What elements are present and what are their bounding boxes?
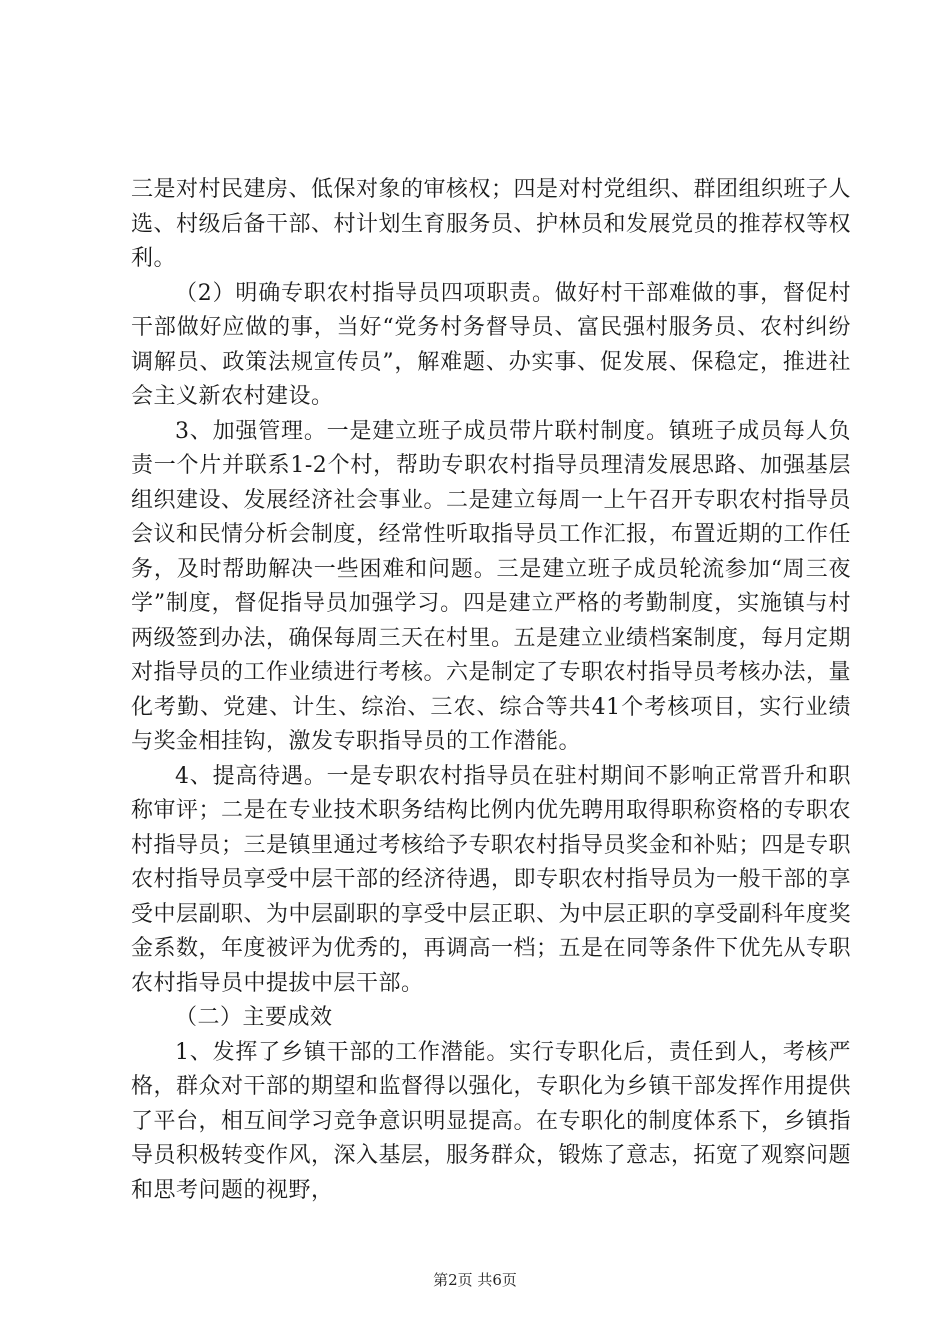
section-heading-results: （二）主要成效 — [175, 1005, 333, 1030]
paragraph-duties: （2）明确专职农村指导员四项职责。做好村干部难做的事，督促村干部做好应做的事，当好“党务村务督导员、富民强村服务员、农村纠纷调解员、政策法规宣传员”，解难题、办实事、促发展、保稳定，推进社会主义新农村建设。 — [131, 280, 851, 409]
paragraph-results: 1、发挥了乡镇干部的工作潜能。实行专职化后，责任到人，考核严格，群众对干部的期望和监督得以强化，专职化为乡镇干部发挥作用提供了平台，相互间学习竞争意识明显提高。在专职化的制度体系下，乡镇指导员积极转变作风，深入基层，服务群众，锻炼了意志，拓宽了观察问题和思考问题的视野， — [131, 1039, 852, 1203]
paragraph-management: 3、加强管理。一是建立班子成员带片联村制度。镇班子成员每人负责一个片并联系1-2个村，帮助专职农村指导员理清发展思路、加强基层组织建设、发展经济社会事业。二是建立每周一上午召开专职农村指导员会议和民情分析会制度，经常性听取指导员工作汇报，布置近期的工作任务，及时帮助解决一些困难和问题。三是建立班子成员轮流参加“周三夜学”制度，督促指导员加强学习。四是建立严格的考勤制度，实施镇与村两级签到办法，确保每周三天在村里。五是建立业绩档案制度，每月定期对指导员的工作业绩进行考核。六是制定了专职农村指导员考核办法，量化考勤、党建、计生、综治、三农、综合等共41个考核项目，实行业绩与奖金相挂钩，激发专职指导员的工作潜能。 — [131, 418, 852, 754]
document-body — [131, 173, 851, 1208]
paragraph-continuation: 三是对村民建房、低保对象的审核权；四是对村党组织、群团组织班子人选、村级后备干部、村计划生育服务员、护林员和发展党员的推荐权等权利。 — [131, 177, 852, 271]
page-number-footer: 第2页 共6页 — [433, 1271, 517, 1289]
paragraph-treatment: 4、提高待遇。一是专职农村指导员在驻村期间不影响正常晋升和职称审评；二是在专业技术职务结构比例内优先聘用取得职称资格的专职农村指导员；三是镇里通过考核给予专职农村指导员奖金和补贴；四是专职农村指导员享受中层干部的经济待遇，即专职农村指导员为一般干部的享受中层副职、为中层副职的享受中层正职、为中层正职的享受副科年度奖金系数，年度被评为优秀的，再调高一档；五是在同等条件下优先从专职农村指导员中提拔中层干部。 — [131, 763, 852, 996]
